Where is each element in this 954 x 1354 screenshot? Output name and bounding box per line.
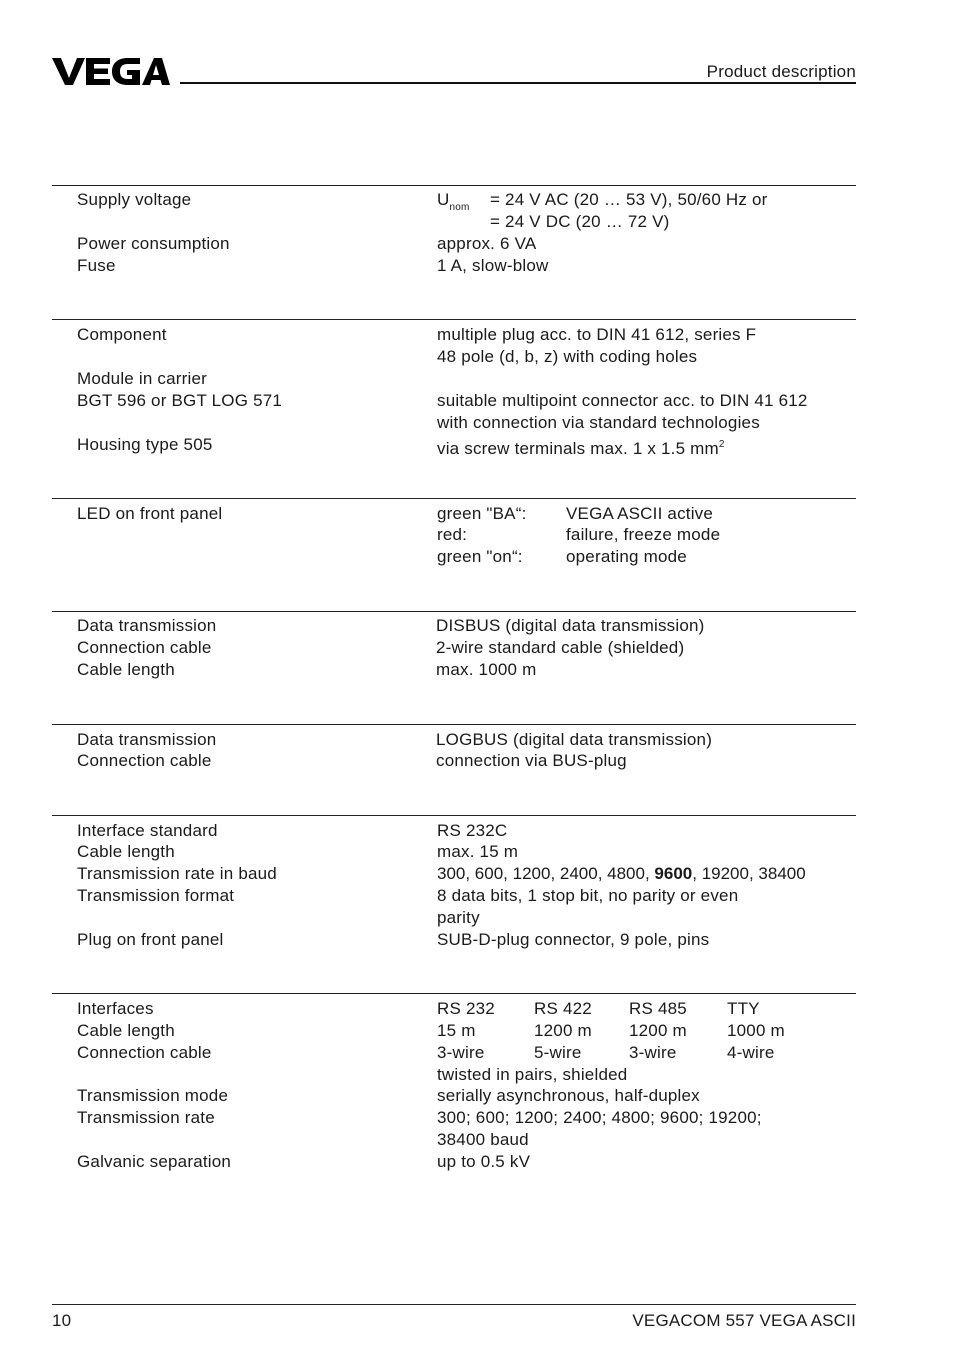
section-divider xyxy=(52,185,856,186)
grid-cell: TTY xyxy=(727,999,760,1018)
footer-rule xyxy=(52,1304,856,1305)
led-value: VEGA ASCII active xyxy=(566,504,714,523)
spec-label: Cable length xyxy=(77,842,175,861)
spec-value: 2-wire standard cable (shielded) xyxy=(436,638,685,657)
spec-value: multiple plug acc. to DIN 41 612, series F xyxy=(437,325,757,344)
grid-cell: 4-wire xyxy=(727,1043,775,1062)
led-key: red: xyxy=(437,525,468,544)
grid-cell: 3-wire xyxy=(437,1043,485,1062)
supply-symbol: $U_{nom}$ xyxy=(437,190,470,213)
spec-label: Data transmission xyxy=(77,730,217,749)
spec-label: Data transmission xyxy=(77,616,217,635)
spec-value: via screw terminals max. 1 x 1.5 $mm^2$ xyxy=(437,439,725,458)
section-divider xyxy=(52,319,856,320)
section-divider xyxy=(52,724,856,725)
spec-value: max. 1000 m xyxy=(436,660,537,679)
product-name: VEGACOM 557 VEGA ASCII xyxy=(632,1311,856,1330)
grid-cell: 15 m xyxy=(437,1021,476,1040)
spec-label: Transmission format xyxy=(77,886,235,905)
spec-label: Housing type 505 xyxy=(77,435,213,454)
spec-value: 8 data bits, 1 stop bit, no parity or even xyxy=(437,886,739,905)
grid-cell: RS 232 xyxy=(437,999,495,1018)
spec-label: Fuse xyxy=(77,256,116,275)
section-divider xyxy=(52,993,856,994)
section-divider xyxy=(52,498,856,499)
grid-cell: RS 422 xyxy=(534,999,592,1018)
spec-label: Cable length xyxy=(77,1021,175,1040)
spec-label: Transmission rate xyxy=(77,1108,215,1127)
spec-value: twisted in pairs, shielded xyxy=(437,1065,628,1084)
spec-label: Transmission mode xyxy=(77,1086,229,1105)
spec-label: Connection cable xyxy=(77,751,212,770)
default-baud: 9600 xyxy=(654,864,693,883)
spec-value: 1 A, slow-blow xyxy=(437,256,549,275)
spec-label: Cable length xyxy=(77,660,175,679)
spec-label: Plug on front panel xyxy=(77,930,224,949)
spec-label: Power consumption xyxy=(77,234,230,253)
spec-label: Interface standard xyxy=(77,821,218,840)
spec-value: RS 232C xyxy=(437,821,508,840)
spec-value: LOGBUS (digital data transmission) xyxy=(436,730,713,749)
spec-value: 300; 600; 1200; 2400; 4800; 9600; 19200; xyxy=(437,1108,762,1127)
spec-label: Module in carrier xyxy=(77,369,208,388)
grid-cell: 5-wire xyxy=(534,1043,582,1062)
grid-cell: 1000 m xyxy=(727,1021,785,1040)
spec-value: 38400 baud xyxy=(437,1130,529,1149)
spec-label: Connection cable xyxy=(77,1043,212,1062)
baud-rates: 300, 600, 1200, 2400, 4800, 9600, 19200, 38400 xyxy=(437,864,806,883)
grid-cell: 1200 m xyxy=(534,1021,592,1040)
spec-label: Component xyxy=(77,325,167,344)
section-divider xyxy=(52,815,856,816)
spec-value: = 24 V AC (20 … 53 V), 50/60 Hz or xyxy=(490,190,768,209)
spec-value: suitable multipoint connector acc. to DIN 41 612 xyxy=(437,391,808,410)
section-divider xyxy=(52,611,856,612)
spec-label: LED on front panel xyxy=(77,504,223,523)
led-key: green "BA“: xyxy=(437,504,527,523)
grid-cell: 1200 m xyxy=(629,1021,687,1040)
spec-value: with connection via standard technologies xyxy=(437,413,760,432)
spec-label: Transmission rate in baud xyxy=(77,864,277,883)
spec-label: Interfaces xyxy=(77,999,154,1018)
section-title: Product description xyxy=(706,62,856,81)
led-key: green "on“: xyxy=(437,547,523,566)
spec-value: 48 pole (d, b, z) with coding holes xyxy=(437,347,698,366)
spec-label: Supply voltage xyxy=(77,190,192,209)
spec-value: connection via BUS-plug xyxy=(436,751,627,770)
spec-value: approx. 6 VA xyxy=(437,234,537,253)
page-number: 10 xyxy=(52,1311,72,1330)
spec-value: max. 15 m xyxy=(437,842,519,861)
led-value: failure, freeze mode xyxy=(566,525,721,544)
spec-value: parity xyxy=(437,908,480,927)
spec-label: Galvanic separation xyxy=(77,1152,232,1171)
spec-value: = 24 V DC (20 … 72 V) xyxy=(490,212,670,231)
spec-label: Connection cable xyxy=(77,638,212,657)
led-value: operating mode xyxy=(566,547,687,566)
spec-value: DISBUS (digital data transmission) xyxy=(436,616,705,635)
spec-label: BGT 596 or BGT LOG 571 xyxy=(77,391,283,410)
spec-value: SUB-D-plug connector, 9 pole, pins xyxy=(437,930,710,949)
spec-value: serially asynchronous, half-duplex xyxy=(437,1086,700,1105)
spec-value: up to 0.5 kV xyxy=(437,1152,531,1171)
grid-cell: RS 485 xyxy=(629,999,687,1018)
grid-cell: 3-wire xyxy=(629,1043,677,1062)
vega-logo xyxy=(52,52,170,88)
